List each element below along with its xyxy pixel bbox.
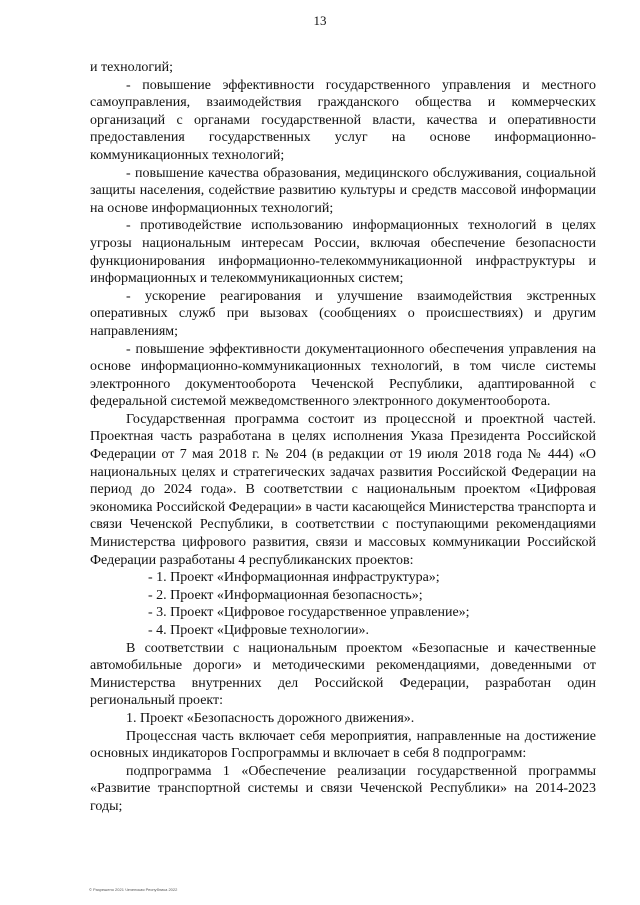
project-item-1: - 1. Проект «Информационная инфраструктура»; — [148, 570, 440, 586]
paragraph-road-safety-project: В соответствии с национальным проектом «Безопасные и качественные автомобильные дороги» и методическими рекомендациями, доведенными от Министерства внутренних дел Российской Федерации, разработан один региональный проект: — [90, 640, 596, 709]
bullet-security: - противодействие использованию информационных технологий в целях угрозы национальным интересам России, включая обеспечение безопасности функционирования информационно-телекоммуникационной инфраструктуры и информационных и телекоммуникационных систем; — [90, 218, 596, 287]
paragraph-program-structure: Государственная программа состоит из процессной и проектной частей. Проектная часть разработана в целях исполнения Указа Президента Российской Федерации от 7 мая 2018 г. № 204 (в редакции от 19 июля 2018 года № 444) «О национальных целях и стратегических задачах развития Российской Федерации на период до 2024 года». В соответствии с национальным проектом «Цифровая экономика Российской Федерации» в части касающейся Министерства транспорта и связи Чеченской Республики, в соответствии с поступающими рекомендациями Министерства цифрового развития, связи и массовых коммуникации Российской Федерации разработаны 4 республиканских проектов: — [90, 411, 596, 568]
bullet-governance-efficiency: - повышение эффективности государственного управления и местного самоуправления, взаимодействия гражданского общества и коммерческих организаций с органами государственной власти, качества и оперативности предоставления государственных услуг на основе информационно-коммуникационных технологий; — [90, 77, 596, 163]
bullet-document-management: - повышение эффективности документационного обеспечения управления на основе информационно-коммуникационных технологий, в том числе системы электронного документооборота Чеченской Республики, адаптированной с федеральной системой межведомственного электронного документооборота. — [90, 341, 596, 410]
page-number: 13 — [313, 13, 327, 28]
bullet-emergency-response: - ускорение реагирования и улучшение взаимодействия экстренных оперативных служб при вызовах (сообщениях о происшествиях) и другим направлениям; — [90, 288, 596, 339]
project-item-3: - 3. Проект «Цифровое государственное управление»; — [148, 605, 470, 621]
footer-note: © Разрешено 2021 Чеченская Республика 2022 — [89, 887, 178, 892]
project-item-4: - 4. Проект «Цифровые технологии». — [148, 623, 369, 638]
project-road-safety: 1. Проект «Безопасность дорожного движения». — [126, 710, 415, 726]
project-item-2: - 2. Проект «Информационная безопасность»; — [148, 587, 423, 603]
subprogram-1: подпрограмма 1 «Обеспечение реализации государственной программы «Развитие транспортной системы и связи Чеченской Республики» на 2014-2023 годы; — [90, 763, 596, 814]
paragraph-process-part: Процессная часть включает себя мероприятия, направленные на достижение основных индикаторов Госпрограммы и включает в себя 8 подпрограмм: — [90, 728, 596, 762]
bullet-education-quality: - повышение качества образования, медицинского обслуживания, социальной защиты населения, содействие развитию культуры и средств массовой информации на основе информационных технологий; — [90, 165, 596, 216]
document-body — [90, 59, 596, 816]
paragraph-continuation: и технологий; — [90, 60, 174, 75]
